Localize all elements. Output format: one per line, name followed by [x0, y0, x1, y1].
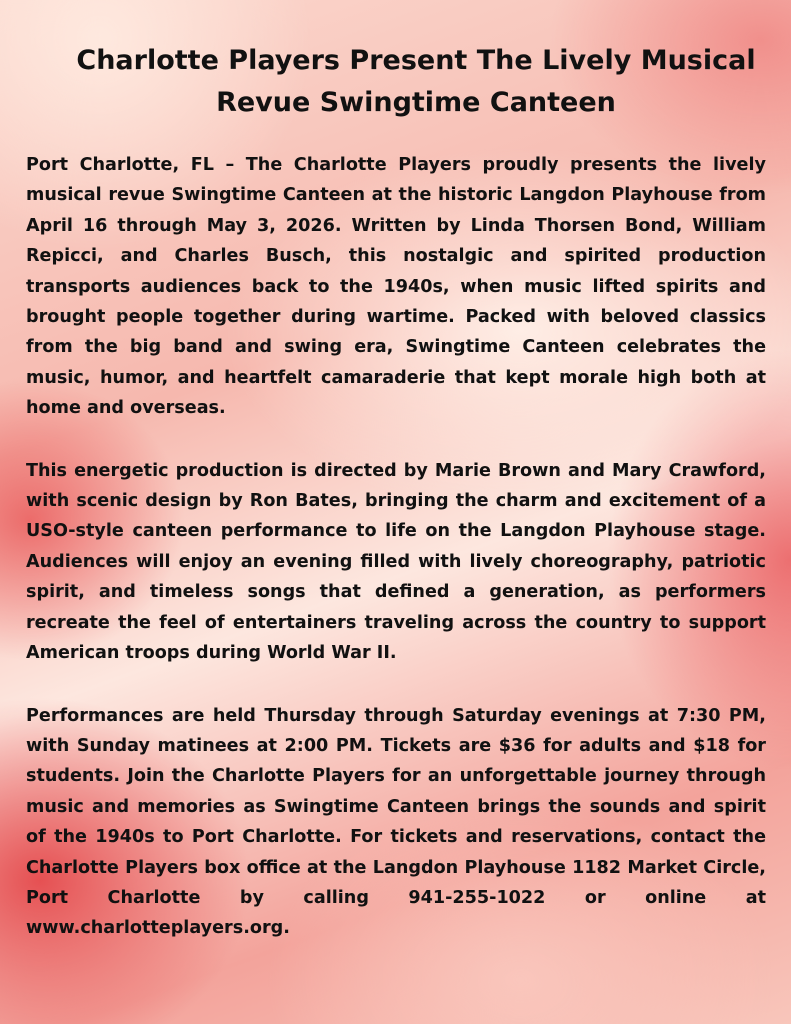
article-body [26, 150, 766, 976]
paragraph-production: This energetic production is directed by Marie Brown and Mary Crawford, with scenic design by Ron Bates, bringing the charm and excitement of a USO-style canteen performance to life on the Langdon Playhouse stage. Audiences will enjoy an evening filled with lively choreography, patriotic spirit, and timeless songs that defined a generation, as performers recreate the feel of entertainers traveling across the country to support American troops during World War II. [26, 460, 766, 664]
paragraph-intro: Port Charlotte, FL – The Charlotte Players proudly presents the lively musical revue Swingtime Canteen at the historic Langdon Playhouse from April 16 through May 3, 2026. Written by Linda Thorsen Bond, William Repicci, and Charles Busch, this nostalgic and spirited production transports audiences back to the 1940s, when music lifted spirits and brought people together during wartime. Packed with beloved classics from the big band and swing era, Swingtime Canteen celebrates the music, humor, and heartfelt camaraderie that kept morale high both at home and overseas. [26, 155, 766, 419]
page-title: Charlotte Players Present The Lively Musical Revue Swingtime Canteen [76, 45, 756, 118]
paragraph-tickets: Performances are held Thursday through Saturday evenings at 7:30 PM, with Sunday matinees at 2:00 PM. Tickets are $36 for adults and $18 for students. Join the Charlotte Players for an unforgettable journey through music and memories as Swingtime Canteen brings the sounds and spirit of the 1940s to Port Charlotte. For tickets and reservations, contact the Charlotte Players box office at the Langdon Playhouse 1182 Market Circle, Port Charlotte by calling 941-255-1022 or online at www.charlotteplayers.org. [26, 705, 766, 939]
